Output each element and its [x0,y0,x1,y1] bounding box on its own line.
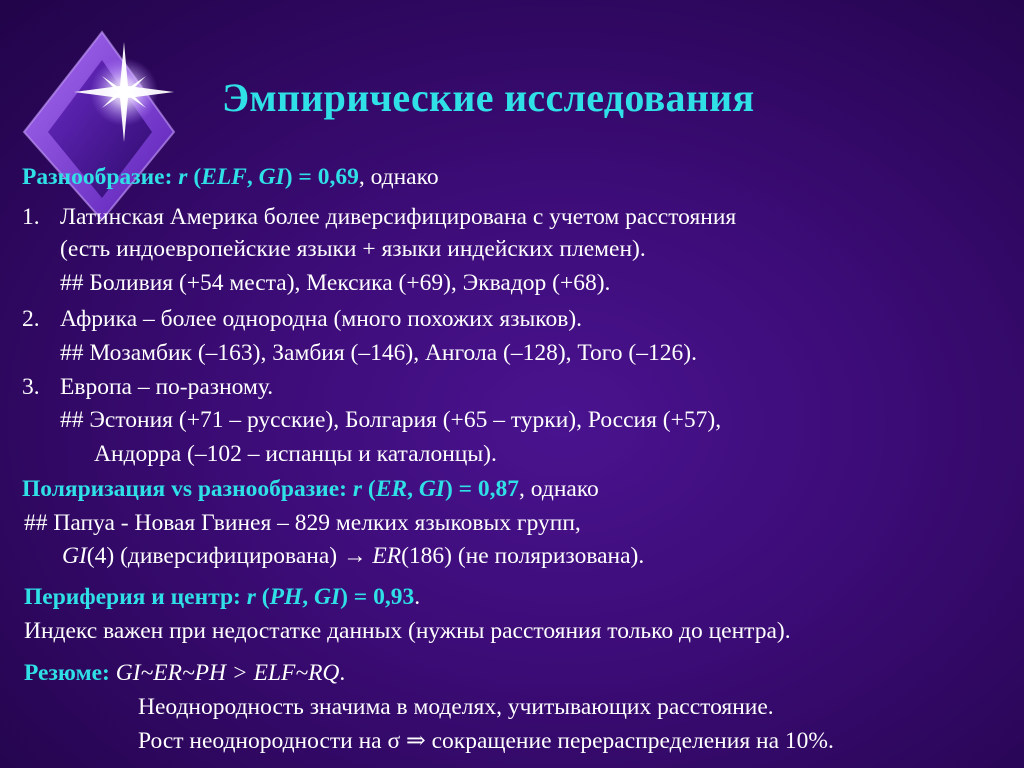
list-item-text: (есть индоевропейские языки + языки индейских племен). [60,236,646,262]
formula-comma: , [246,164,259,190]
papua-detail-line [62,541,644,571]
formula-r: r [178,164,188,190]
formula-paren-open: ( [362,476,376,502]
formula-r: r [352,476,363,502]
list-item-text: Европа – по-разному. [60,374,274,400]
periphery-label: Периферия и центр: [24,584,241,610]
summary-line-2-start: Рост неоднородности на [138,728,388,754]
er-term: ER [372,543,402,569]
gi-detail: (4) (диверсифицирована) [86,543,343,569]
formula-value: ) = 0,69 [284,164,359,190]
summary-line-2 [138,726,834,756]
polarization-tail: , однако [519,476,599,502]
gi-term: GI [62,543,87,569]
diamond-star-logo [14,20,184,230]
summary-heading [24,658,345,688]
list-item-text: ## Боливия (+54 места), Мексика (+69), Эквадор (+68). [60,270,611,296]
formula-gi: GI [258,164,285,190]
formula-r: r [246,584,256,610]
formula-value: ) = 0,93 [340,584,415,610]
summary-tail: . [339,660,346,686]
formula-ph: PH [269,584,303,610]
formula-comma: , [302,584,314,610]
diversity-label: Разнообразие: [22,164,173,190]
list-number: 3. [22,374,40,400]
formula-paren-open: ( [255,584,270,610]
implies-arrow-icon: ⇒ [400,728,432,754]
summary-label: Резюме: [24,660,110,686]
list-item-text: Андорра (–102 – испанцы и каталонцы). [94,441,497,467]
summary-line-2-end: сокращение перераспределения на 10%. [431,728,834,754]
summary-line-1: Неоднородность значима в моделях, учитывающих расстояние. [138,694,774,720]
formula-paren-open: ( [187,164,202,190]
list-item-text: ## Мозамбик (–163), Замбия (–146), Ангола (–128), Того (–126). [60,340,697,366]
arrow-icon: → [342,543,367,569]
formula-er: ER [375,476,408,502]
polarization-label: Поляризация vs разнообразие: [22,476,347,502]
er-detail: (186) (не поляризована). [401,543,645,569]
list-number: 1. [22,204,40,230]
sigma-symbol: σ [387,728,401,754]
list-number: 2. [22,306,40,332]
list-item-text: ## Эстония (+71 – русские), Болгария (+65 – турки), Россия (+57), [60,407,722,433]
summary-formula: GI~ER~PH > ELF~RQ [115,660,340,686]
index-note-line: Индекс важен при недостатке данных (нужны расстояния только до центра). [24,618,791,644]
papua-line: ## Папуа - Новая Гвинея – 829 мелких языковых групп, [24,510,581,536]
diversity-tail: , однако [358,164,439,190]
list-item-text: Африка – более однородна (много похожих языков). [60,306,583,332]
periphery-heading [24,582,420,612]
formula-value: ) = 0,87 [444,476,520,502]
formula-gi: GI [418,476,445,502]
polarization-heading [22,474,599,504]
diversity-heading [22,162,439,192]
periphery-tail: . [414,584,421,610]
formula-elf: ELF [201,164,247,190]
formula-comma: , [407,476,419,502]
list-item-text: Латинская Америка более диверсифицирована с учетом расстояния [60,204,737,230]
page-title: Эмпирические исследования [222,75,755,120]
formula-gi: GI [313,584,341,610]
